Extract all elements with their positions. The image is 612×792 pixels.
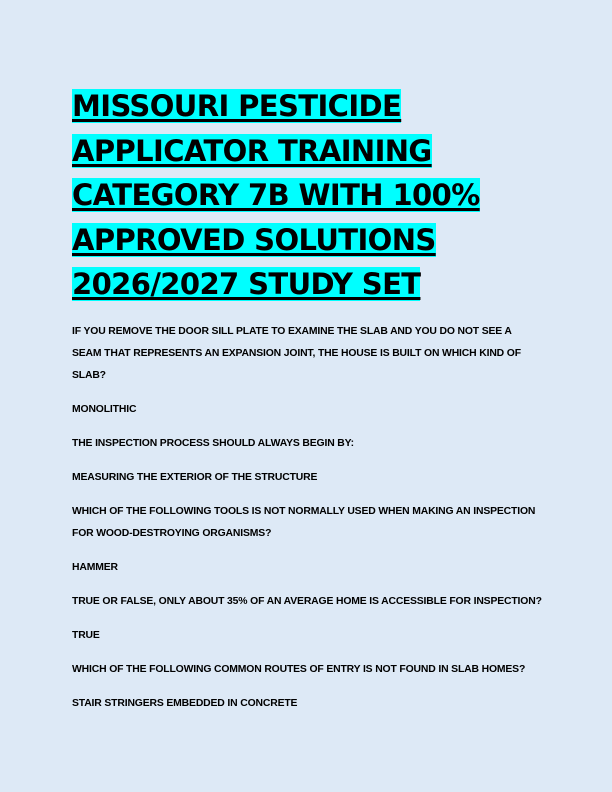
answer-text: STAIR STRINGERS EMBEDDED IN CONCRETE	[72, 697, 298, 709]
question-text: IF YOU REMOVE THE DOOR SILL PLATE TO EXAMINE THE SLAB AND YOU DO NOT SEE A SEAM THAT REPRESENTS AN EXPANSION JOINT, THE HOUSE IS BUILT ON WHICH KIND OF SLAB?	[72, 325, 521, 381]
title-line: APPLICATOR TRAINING	[72, 133, 432, 168]
answer-text: MONOLITHIC	[72, 403, 137, 415]
question-text: THE INSPECTION PROCESS SHOULD ALWAYS BEGIN BY:	[72, 437, 354, 449]
title-line: MISSOURI PESTICIDE	[72, 89, 402, 123]
question-text: WHICH OF THE FOLLOWING COMMON ROUTES OF ENTRY IS NOT FOUND IN SLAB HOMES?	[72, 663, 526, 675]
qa-list	[72, 321, 542, 715]
question-text: TRUE OR FALSE, ONLY ABOUT 35% OF AN AVERAGE HOME IS ACCESSIBLE FOR INSPECTION?	[72, 595, 542, 607]
title-line: CATEGORY 7B WITH 100%	[72, 178, 480, 212]
answer-text: HAMMER	[72, 561, 118, 573]
answer-text: MEASURING THE EXTERIOR OF THE STRUCTURE	[72, 471, 318, 483]
question-text: WHICH OF THE FOLLOWING TOOLS IS NOT NORMALLY USED WHEN MAKING AN INSPECTION FOR WOOD-DESTROYING ORGANISMS?	[72, 505, 536, 539]
document-page	[72, 84, 542, 727]
title-line: 2026/2027 STUDY SET	[72, 267, 421, 301]
document-title	[72, 84, 542, 307]
answer-text: TRUE	[72, 629, 100, 641]
title-line: APPROVED SOLUTIONS	[72, 222, 436, 257]
